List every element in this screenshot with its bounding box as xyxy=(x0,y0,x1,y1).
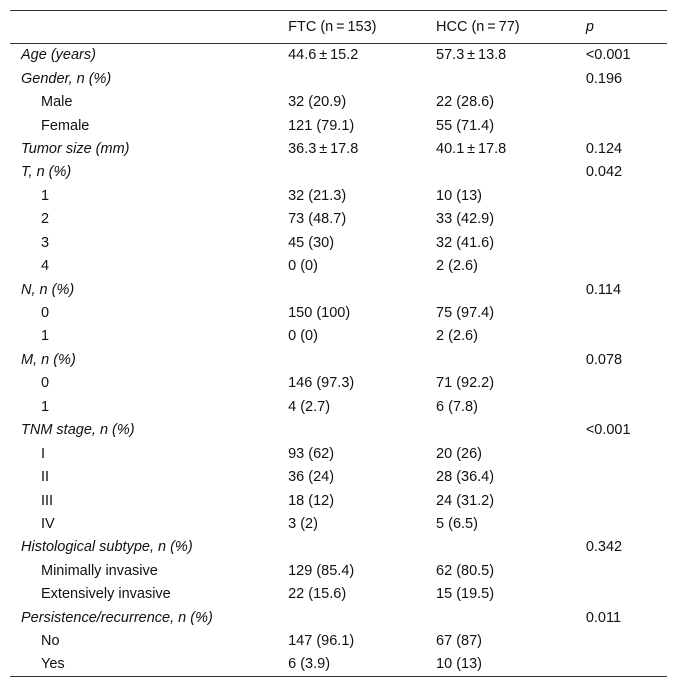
row-label: Minimally invasive xyxy=(41,562,158,579)
cell-hcc: 32 (41.6) xyxy=(436,234,495,251)
cell-hcc: 15 (19.5) xyxy=(436,586,495,603)
cell-p: 0.078 xyxy=(585,351,623,368)
cell-p xyxy=(586,489,667,512)
cell-ftc: 36 (24) xyxy=(288,469,335,486)
row-label: Histological subtype, n (%) xyxy=(21,539,193,556)
cell-ftc: 44.6 ± 15.2 xyxy=(288,47,359,64)
cell-p xyxy=(586,301,667,324)
table-row xyxy=(10,512,667,535)
table-row xyxy=(10,44,667,67)
cell-hcc: 2 (2.6) xyxy=(436,328,478,345)
cell-hcc: 33 (42.9) xyxy=(436,211,495,228)
header-row xyxy=(10,11,667,44)
header-variable xyxy=(10,11,288,44)
cell-p xyxy=(586,465,667,488)
cell-ftc: 93 (62) xyxy=(288,445,335,462)
table-row xyxy=(10,559,667,582)
cell-p: 0.196 xyxy=(585,70,623,87)
table-row xyxy=(10,653,667,676)
cell-p xyxy=(586,372,667,395)
cell-ftc: 32 (20.9) xyxy=(288,94,347,111)
cell-hcc: 75 (97.4) xyxy=(436,305,495,322)
cell-hcc: 67 (87) xyxy=(436,633,482,650)
table-row xyxy=(10,231,667,254)
row-label: TNM stage, n (%) xyxy=(21,422,135,439)
table-row xyxy=(10,254,667,277)
cell-ftc xyxy=(288,606,436,629)
cell-p: <0.001 xyxy=(585,422,631,439)
table-row xyxy=(10,419,667,442)
cell-p xyxy=(586,231,667,254)
row-label: 3 xyxy=(41,234,50,251)
cell-p: <0.001 xyxy=(585,47,631,64)
cell-ftc: 18 (12) xyxy=(288,492,335,509)
cell-ftc: 73 (48.7) xyxy=(288,211,347,228)
cell-hcc xyxy=(436,278,586,301)
cell-p xyxy=(586,442,667,465)
cell-ftc: 129 (85.4) xyxy=(288,562,355,579)
row-label: N, n (%) xyxy=(21,281,75,298)
cell-hcc: 62 (80.5) xyxy=(436,562,495,579)
cell-p: 0.114 xyxy=(585,281,622,298)
row-label: 1 xyxy=(41,398,50,415)
cell-hcc: 57.3 ± 13.8 xyxy=(436,47,507,64)
row-label: M, n (%) xyxy=(21,351,76,368)
row-label: Male xyxy=(41,94,73,111)
cell-ftc: 22 (15.6) xyxy=(288,586,347,603)
row-label: III xyxy=(41,492,54,509)
cell-ftc: 36.3 ± 17.8 xyxy=(288,140,359,157)
header-ftc: FTC (n = 153) xyxy=(288,11,436,44)
cell-hcc: 71 (92.2) xyxy=(436,375,495,392)
table-row xyxy=(10,90,667,113)
cell-p xyxy=(586,629,667,652)
table-row xyxy=(10,372,667,395)
cell-hcc xyxy=(436,606,586,629)
table-row xyxy=(10,606,667,629)
cell-hcc: 5 (6.5) xyxy=(436,515,478,532)
table-row xyxy=(10,629,667,652)
table-row xyxy=(10,114,667,137)
table-row xyxy=(10,184,667,207)
cell-hcc: 40.1 ± 17.8 xyxy=(436,140,507,157)
cell-p xyxy=(586,512,667,535)
row-label: 1 xyxy=(41,187,50,204)
cell-hcc: 6 (7.8) xyxy=(436,398,478,415)
row-label: Age (years) xyxy=(21,47,96,64)
cell-p: 0.124 xyxy=(585,140,623,157)
cell-ftc xyxy=(288,67,436,90)
table-row xyxy=(10,395,667,418)
table-row xyxy=(10,208,667,231)
row-label: I xyxy=(41,445,46,462)
row-label: Gender, n (%) xyxy=(21,70,112,87)
cell-ftc: 146 (97.3) xyxy=(288,375,355,392)
row-label: 2 xyxy=(41,211,50,228)
cell-ftc: 147 (96.1) xyxy=(288,633,355,650)
row-label: Yes xyxy=(10,653,288,676)
cell-p xyxy=(586,254,667,277)
cell-ftc: 4 (2.7) xyxy=(288,398,331,415)
cell-ftc: 6 (3.9) xyxy=(288,653,436,676)
header-p: p xyxy=(586,11,667,44)
cell-hcc: 22 (28.6) xyxy=(436,94,495,111)
row-label: Extensively invasive xyxy=(41,586,171,603)
cell-hcc: 55 (71.4) xyxy=(436,117,495,134)
cell-ftc xyxy=(288,419,436,442)
cell-ftc xyxy=(288,536,436,559)
row-label: Persistence/recurrence, n (%) xyxy=(21,609,213,626)
row-label: 4 xyxy=(41,258,50,275)
cell-hcc xyxy=(436,419,586,442)
cell-hcc xyxy=(436,67,586,90)
row-label: Tumor size (mm) xyxy=(21,140,130,157)
cell-ftc xyxy=(288,161,436,184)
table-row xyxy=(10,301,667,324)
row-label: II xyxy=(41,469,50,486)
table-row xyxy=(10,137,667,160)
cell-ftc: 45 (30) xyxy=(288,234,335,251)
cell-ftc: 3 (2) xyxy=(288,515,318,532)
cell-p xyxy=(586,325,667,348)
table-row xyxy=(10,489,667,512)
cell-p xyxy=(586,90,667,113)
cell-hcc xyxy=(436,536,586,559)
cell-hcc: 24 (31.2) xyxy=(436,492,495,509)
cell-ftc: 0 (0) xyxy=(288,328,318,345)
cell-p: 0.342 xyxy=(585,539,623,556)
cell-ftc xyxy=(288,348,436,371)
table-row xyxy=(10,278,667,301)
cell-hcc: 10 (13) xyxy=(436,653,586,676)
cell-p: 0.011 xyxy=(585,609,622,626)
table-row xyxy=(10,325,667,348)
row-label: 0 xyxy=(41,375,50,392)
table-row xyxy=(10,161,667,184)
table-row xyxy=(10,442,667,465)
cell-hcc: 20 (26) xyxy=(436,445,482,462)
table-row xyxy=(10,583,667,606)
cell-hcc: 28 (36.4) xyxy=(436,469,495,486)
cell-hcc: 2 (2.6) xyxy=(436,258,478,275)
row-label: Female xyxy=(41,117,90,134)
cell-p xyxy=(586,114,667,137)
cell-hcc: 10 (13) xyxy=(436,187,482,204)
table-row xyxy=(10,348,667,371)
cell-p xyxy=(586,395,667,418)
cell-hcc xyxy=(436,161,586,184)
data-table xyxy=(10,10,667,677)
header-hcc: HCC (n = 77) xyxy=(436,11,586,44)
cell-hcc xyxy=(436,348,586,371)
row-label: 1 xyxy=(41,328,50,345)
cell-ftc: 150 (100) xyxy=(288,305,351,322)
cell-p xyxy=(586,653,667,676)
cell-ftc: 32 (21.3) xyxy=(288,187,347,204)
cell-ftc: 121 (79.1) xyxy=(288,117,355,134)
table-row xyxy=(10,67,667,90)
cell-ftc: 0 (0) xyxy=(288,258,318,275)
cell-p xyxy=(586,559,667,582)
cell-p xyxy=(586,208,667,231)
table-row xyxy=(10,536,667,559)
row-label: 0 xyxy=(41,305,50,322)
table-row xyxy=(10,465,667,488)
row-label: No xyxy=(41,633,60,650)
table-body xyxy=(10,44,667,677)
row-label: IV xyxy=(41,515,55,532)
cell-p: 0.042 xyxy=(585,164,623,181)
cell-p xyxy=(586,583,667,606)
row-label: T, n (%) xyxy=(21,164,72,181)
cell-ftc xyxy=(288,278,436,301)
cell-p xyxy=(586,184,667,207)
